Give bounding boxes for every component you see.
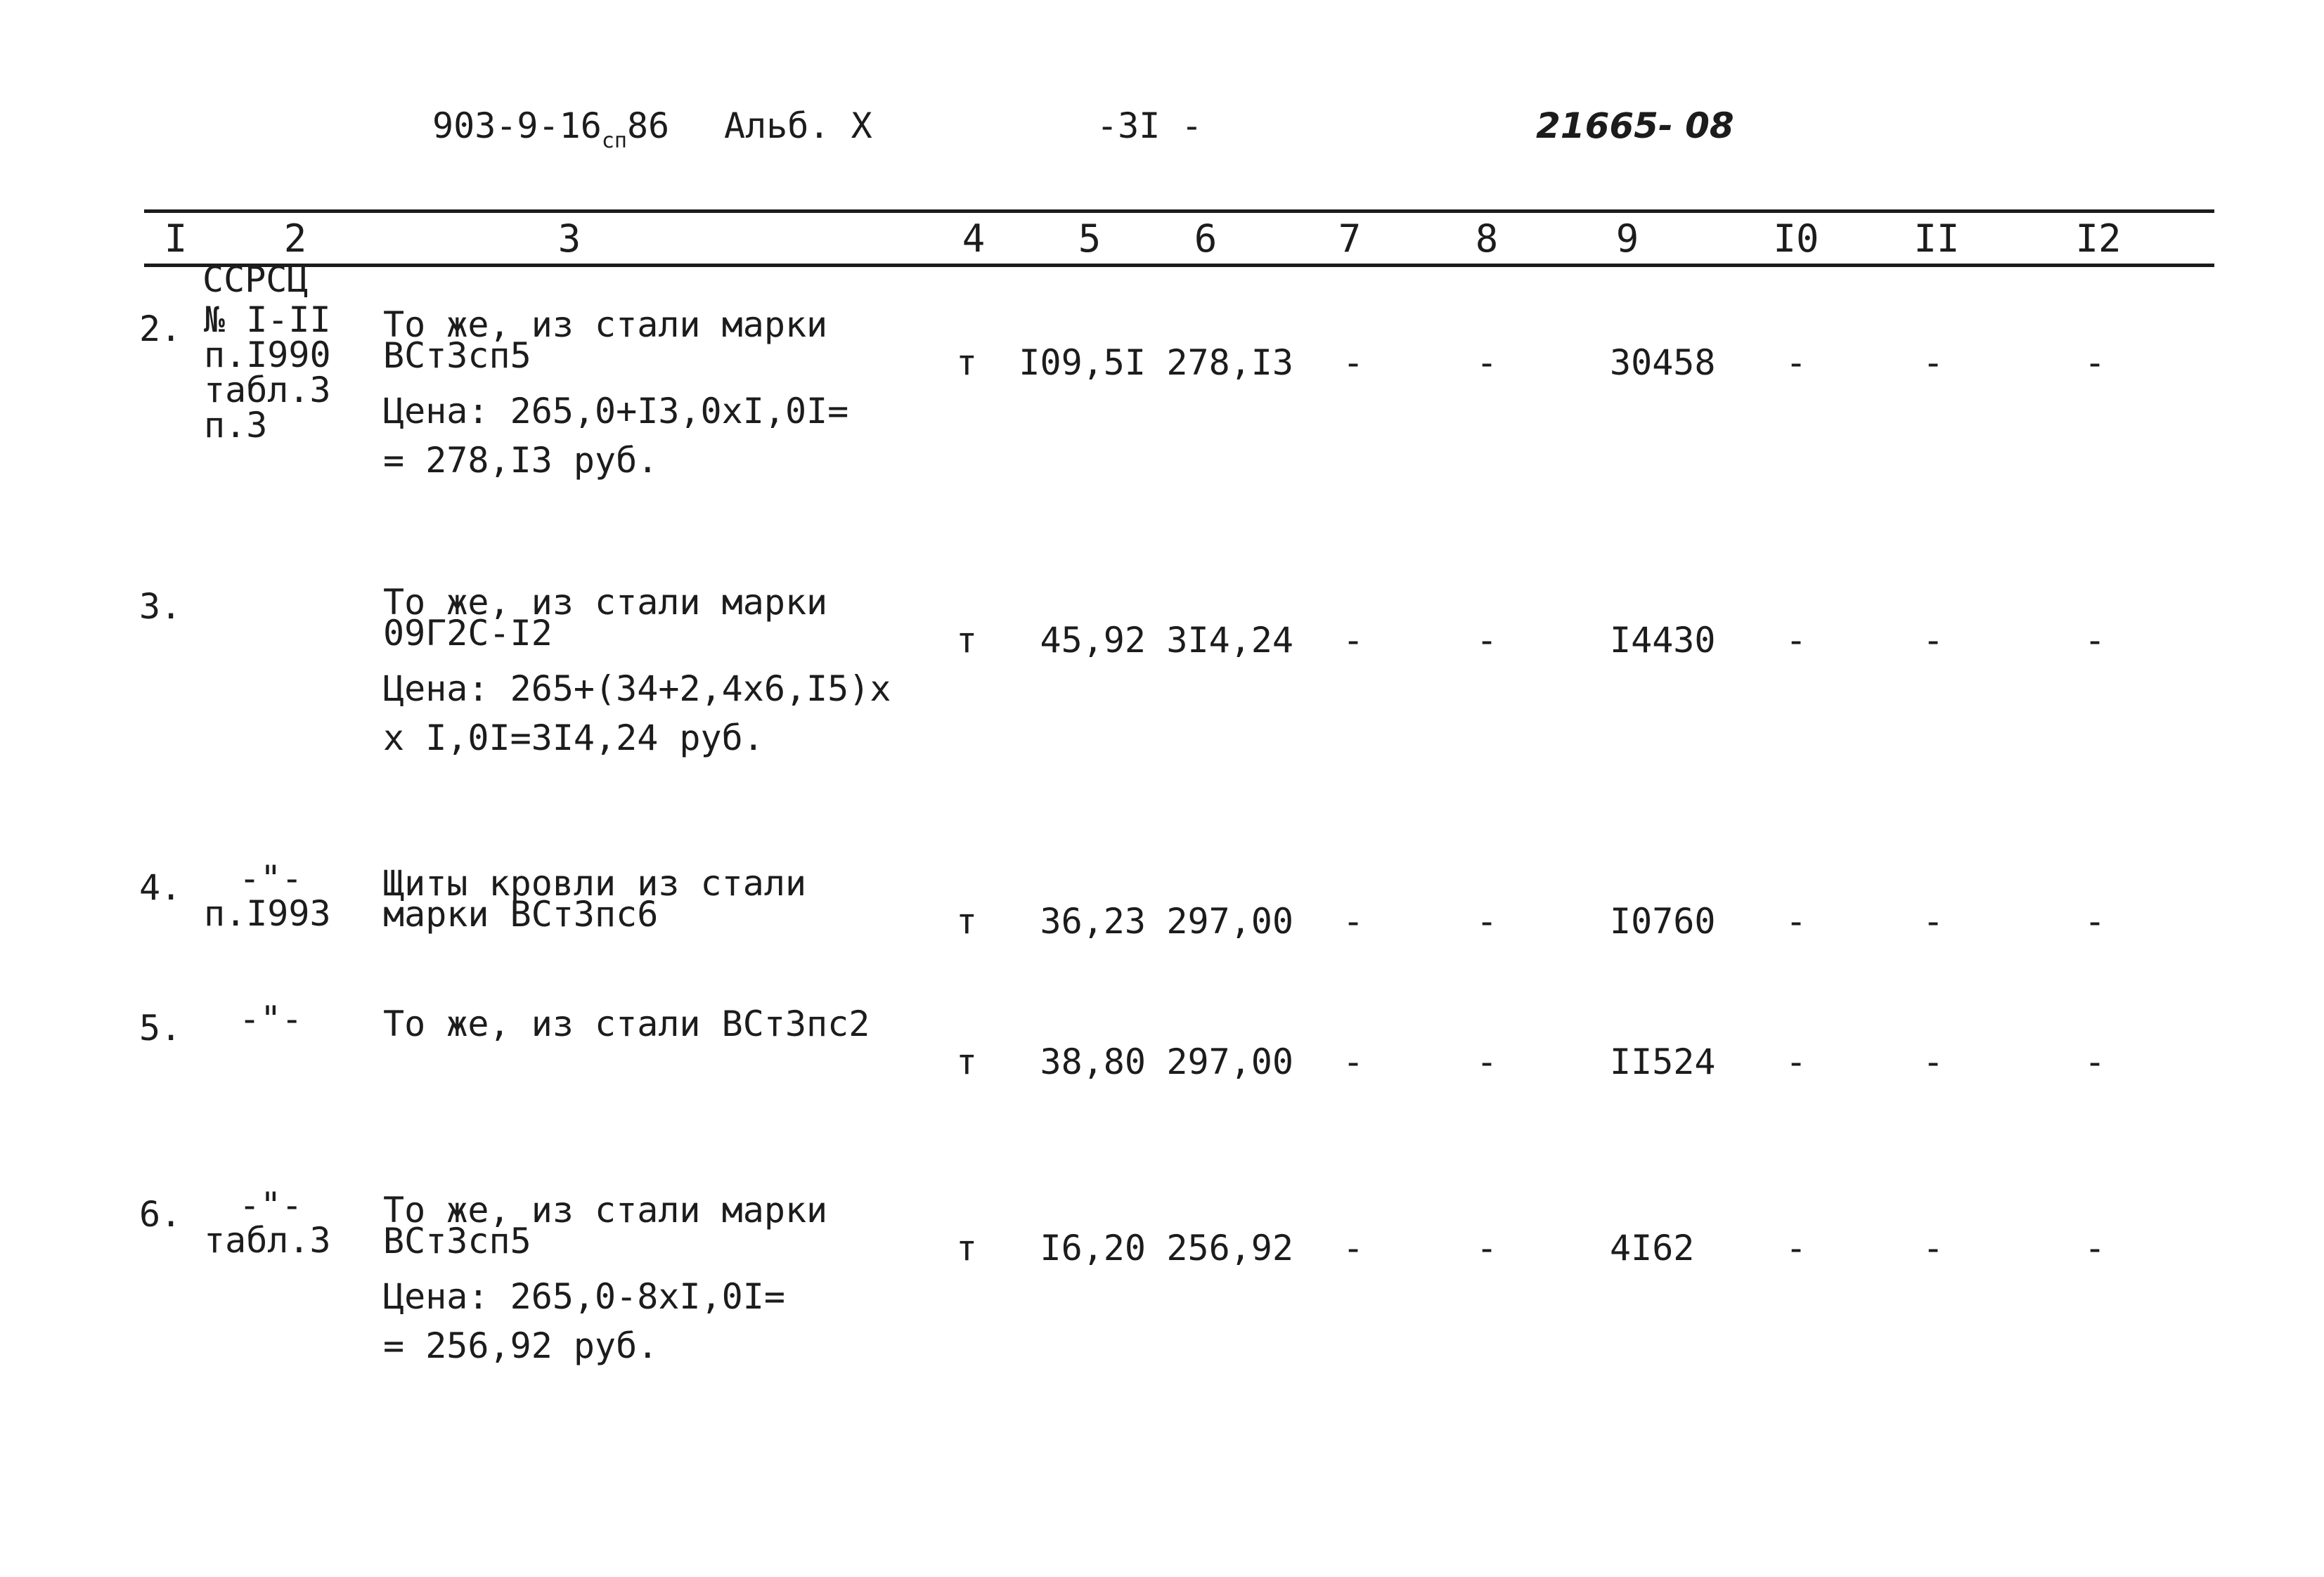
unit-cost: 256,92 (1166, 1228, 1293, 1268)
reference-line: -"- (239, 1185, 303, 1226)
description-line: То же, из стали марки (383, 304, 828, 345)
column-12-value: - (2084, 901, 2106, 942)
total-cost: 30458 (1610, 342, 1716, 383)
quantity: 38,80 (1040, 1041, 1146, 1082)
description-line: Щиты кровли из стали (383, 863, 807, 904)
quantity: 45,92 (1040, 620, 1146, 661)
row-number: 6. (139, 1194, 182, 1235)
reference-line: п.3 (204, 405, 268, 446)
unit-cost: 278,I3 (1166, 342, 1293, 383)
price-calculation-line: x I,0I=3I4,24 руб. (383, 718, 764, 758)
quantity: I09,5I (1019, 342, 1146, 383)
column-11-value: - (1922, 1228, 1944, 1268)
unit: т (956, 1041, 978, 1082)
reference-line: № I-II (204, 299, 331, 340)
table-header-rule (144, 264, 2214, 267)
page-number: -3I - (1097, 105, 1203, 146)
column-11-value: - (1922, 342, 1944, 383)
row-number: 2. (139, 309, 182, 349)
unit: т (956, 620, 978, 661)
unit-cost: 297,00 (1166, 1041, 1293, 1082)
column-12-value: - (2084, 342, 2106, 383)
unit: т (956, 1228, 978, 1268)
column-number-9: 9 (1615, 216, 1639, 261)
column-number-10: I0 (1773, 216, 1819, 261)
column-10-value: - (1785, 901, 1807, 942)
price-calculation-line: = 256,92 руб. (383, 1325, 659, 1366)
column-number-2: 2 (283, 216, 307, 261)
column-10-value: - (1785, 620, 1807, 661)
column-number-7: 7 (1338, 216, 1362, 261)
column-11-value: - (1922, 901, 1944, 942)
column-number-4: 4 (962, 216, 986, 261)
description-line: ВСт3сп5 (383, 1221, 531, 1261)
column-number-1: I (164, 216, 188, 261)
row-number: 4. (139, 867, 182, 908)
quantity: 36,23 (1040, 901, 1146, 942)
archive-stamp-number: 21665- 08 (1536, 105, 1734, 146)
document-code: $903-9-16_{сп}86$ (432, 105, 670, 153)
reference-line: п.I993 (204, 893, 331, 934)
column-number-3: 3 (557, 216, 581, 261)
price-calculation-line: Цена: 265+(34+2,4x6,I5)x (383, 668, 891, 709)
item-description (383, 582, 891, 762)
column-8-value: - (1476, 1228, 1498, 1268)
column-10-value: - (1785, 1228, 1807, 1268)
quantity: I6,20 (1040, 1228, 1146, 1268)
reference-line: табл.3 (204, 370, 331, 410)
reference-line: п.I990 (204, 335, 331, 375)
column-12-value: - (2084, 1228, 2106, 1268)
description-line: 09Г2С-I2 (383, 613, 553, 654)
column-10-value: - (1785, 342, 1807, 383)
column-12-value: - (2084, 1041, 2106, 1082)
reference-line: табл.3 (204, 1220, 331, 1261)
table-top-rule (144, 209, 2214, 213)
description-line: То же, из стали ВСт3пс2 (383, 1004, 870, 1044)
column-8-value: - (1476, 1041, 1498, 1082)
column-7-value: - (1342, 1041, 1364, 1082)
description-line: То же, из стали марки (383, 1190, 828, 1231)
column-10-value: - (1785, 1041, 1807, 1082)
description-line: То же, из стали марки (383, 582, 828, 623)
unit-cost: 297,00 (1166, 901, 1293, 942)
column-8-value: - (1476, 620, 1498, 661)
column-7-value: - (1342, 1228, 1364, 1268)
item-description (383, 304, 849, 485)
unit: т (956, 901, 978, 942)
row-number: 5. (139, 1008, 182, 1049)
item-description (383, 1190, 828, 1370)
price-calculation-line: Цена: 265,0+I3,0xI,0I= (383, 391, 849, 431)
total-cost: II524 (1610, 1041, 1716, 1082)
item-description (383, 1004, 870, 1044)
total-cost: 4I62 (1610, 1228, 1695, 1268)
column-number-12: I2 (2075, 216, 2122, 261)
reference-line: -"- (239, 858, 303, 899)
column-7-value: - (1342, 901, 1364, 942)
column-number-6: 6 (1194, 216, 1218, 261)
price-calculation-line: = 278,I3 руб. (383, 440, 659, 481)
column-number-11: II (1913, 216, 1960, 261)
unit: т (956, 342, 978, 383)
column-11-value: - (1922, 620, 1944, 661)
reference-header: ССРСЦ (202, 259, 309, 300)
description-line: марки ВСт3пс6 (383, 894, 659, 935)
column-7-value: - (1342, 620, 1364, 661)
column-8-value: - (1476, 342, 1498, 383)
column-7-value: - (1342, 342, 1364, 383)
total-cost: I0760 (1610, 901, 1716, 942)
column-number-5: 5 (1078, 216, 1102, 261)
description-line: ВСт3сп5 (383, 335, 531, 376)
unit-cost: 3I4,24 (1166, 620, 1293, 661)
reference-line: -"- (239, 999, 303, 1039)
column-11-value: - (1922, 1041, 1944, 1082)
column-12-value: - (2084, 620, 2106, 661)
album-number: Альб. X (724, 105, 872, 146)
column-8-value: - (1476, 901, 1498, 942)
total-cost: I4430 (1610, 620, 1716, 661)
column-number-8: 8 (1475, 216, 1499, 261)
row-number: 3. (139, 586, 182, 627)
item-description (383, 863, 807, 935)
price-calculation-line: Цена: 265,0-8xI,0I= (383, 1276, 785, 1317)
